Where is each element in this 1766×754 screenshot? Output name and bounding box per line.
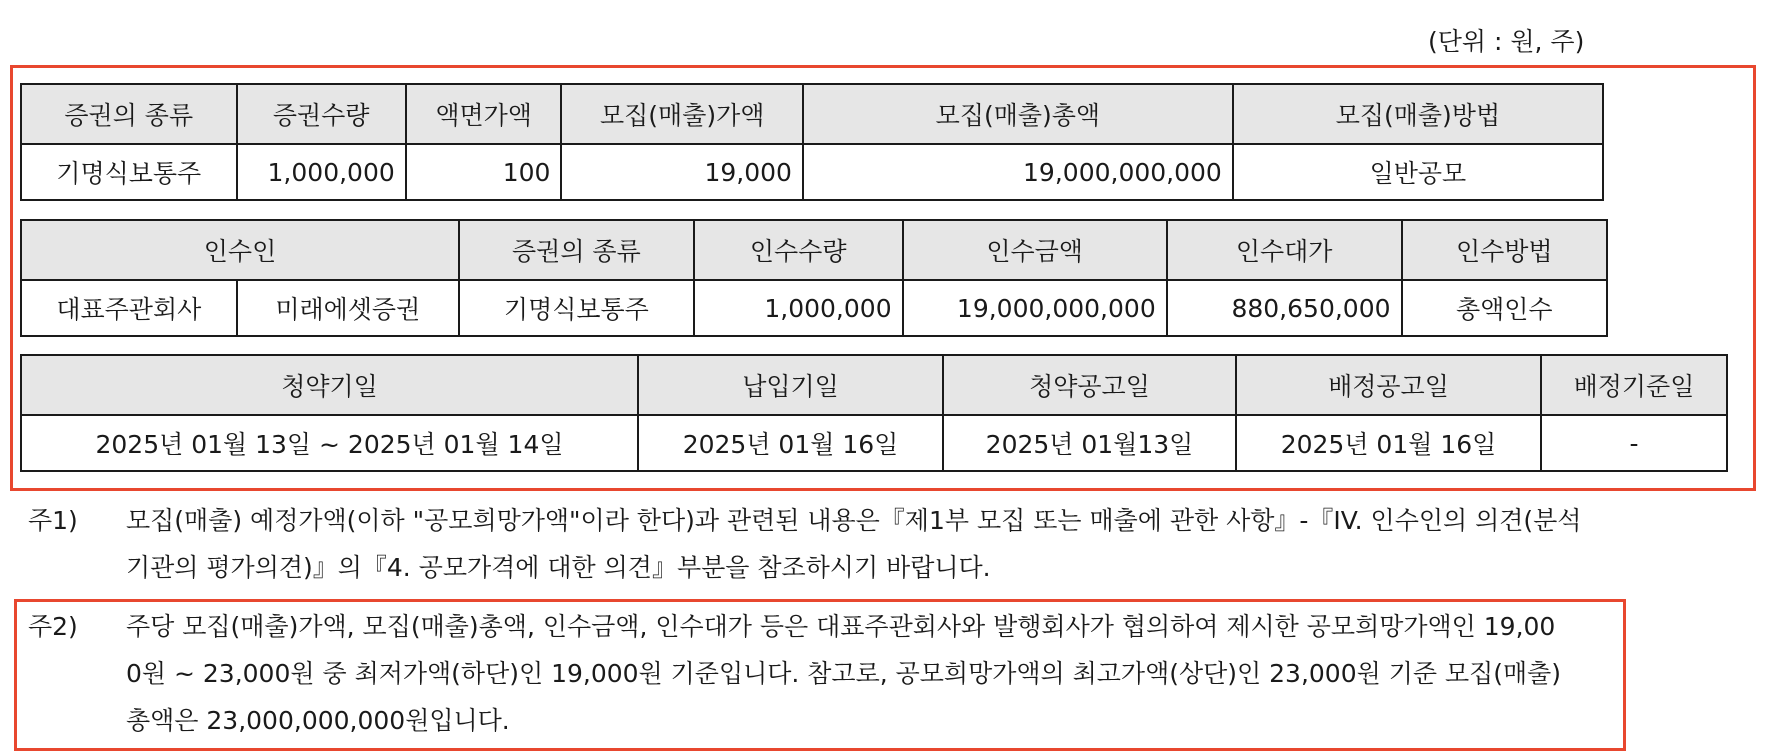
footnote-1-body <box>126 497 1581 591</box>
offering-table <box>20 83 1604 201</box>
table-row <box>21 144 1603 200</box>
table-row <box>21 415 1727 471</box>
header-underwriting-amount: 인수금액 <box>903 220 1167 280</box>
underwriter-table <box>20 219 1608 337</box>
cell-underwriter-role: 대표주관회사 <box>21 280 237 336</box>
cell-offering-total: 19,000,000,000 <box>803 144 1233 200</box>
cell-security-quantity: 1,000,000 <box>237 144 406 200</box>
footnote-2-label: 주2) <box>28 612 78 641</box>
header-security-type: 증권의 종류 <box>21 84 237 144</box>
cell-security-type: 기명식보통주 <box>459 280 694 336</box>
header-offering-total: 모집(매출)총액 <box>803 84 1233 144</box>
offering-table-header-row <box>21 84 1603 144</box>
cell-underwriting-fee: 880,650,000 <box>1167 280 1402 336</box>
cell-underwriting-quantity: 1,000,000 <box>694 280 903 336</box>
schedule-table-header-row <box>21 355 1727 415</box>
cell-underwriting-amount: 19,000,000,000 <box>903 280 1167 336</box>
header-underwriting-method: 인수방법 <box>1402 220 1607 280</box>
footnote-1 <box>28 497 1618 597</box>
footnote-2-line-1: 주당 모집(매출)가액, 모집(매출)총액, 인수금액, 인수대가 등은 대표주관회사와 발행회사가 협의하여 제시한 공모희망가액인 19,00 <box>126 612 1556 641</box>
cell-subscription-date: 2025년 01월 13일 ~ 2025년 01월 14일 <box>21 415 638 471</box>
header-underwriting-fee: 인수대가 <box>1167 220 1402 280</box>
table-row <box>21 280 1607 336</box>
header-offering-price: 모집(매출)가액 <box>561 84 802 144</box>
cell-underwriting-method: 총액인수 <box>1402 280 1607 336</box>
header-allocation-notice-date: 배정공고일 <box>1236 355 1541 415</box>
header-underwriting-quantity: 인수수량 <box>694 220 903 280</box>
header-subscription-notice-date: 청약공고일 <box>943 355 1236 415</box>
cell-offering-price: 19,000 <box>561 144 802 200</box>
header-security-quantity: 증권수량 <box>237 84 406 144</box>
schedule-table <box>20 354 1728 472</box>
footnote-1-label: 주1) <box>28 506 78 535</box>
header-underwriter: 인수인 <box>21 220 459 280</box>
header-par-value: 액면가액 <box>406 84 562 144</box>
underwriter-table-header-row <box>21 220 1607 280</box>
footnote-1-line-1: 모집(매출) 예정가액(이하 "공모희망가액"이라 한다)과 관련된 내용은『제1부 모집 또는 매출에 관한 사항』-『IV. 인수인의 의견(분석 <box>126 506 1582 535</box>
cell-payment-date: 2025년 01월 16일 <box>638 415 943 471</box>
footnote-1-line-2: 기관의 평가의견)』의『4. 공모가격에 대한 의견』부분을 참조하시기 바랍니다. <box>126 553 991 582</box>
cell-allocation-notice-date: 2025년 01월 16일 <box>1236 415 1541 471</box>
header-allocation-base-date: 배정기준일 <box>1541 355 1727 415</box>
footnote-2-line-2: 0원 ~ 23,000원 중 최저가액(하단)인 19,000원 기준입니다. 참고로, 공모희망가액의 최고가액(상단)인 23,000원 기준 모집(매출) <box>126 659 1562 688</box>
header-payment-date: 납입기일 <box>638 355 943 415</box>
cell-underwriter-name: 미래에셋증권 <box>237 280 459 336</box>
header-security-type: 증권의 종류 <box>459 220 694 280</box>
cell-security-type: 기명식보통주 <box>21 144 237 200</box>
cell-offering-method: 일반공모 <box>1233 144 1603 200</box>
header-subscription-date: 청약기일 <box>21 355 638 415</box>
footnote-2-line-3: 총액은 23,000,000,000원입니다. <box>126 706 510 735</box>
unit-label: (단위 : 원, 주) <box>1428 27 1585 56</box>
cell-par-value: 100 <box>406 144 562 200</box>
cell-subscription-notice-date: 2025년 01월13일 <box>943 415 1236 471</box>
cell-allocation-base-date: - <box>1541 415 1727 471</box>
footnote-2 <box>28 603 1618 749</box>
header-offering-method: 모집(매출)방법 <box>1233 84 1603 144</box>
footnote-2-body <box>126 603 1561 744</box>
